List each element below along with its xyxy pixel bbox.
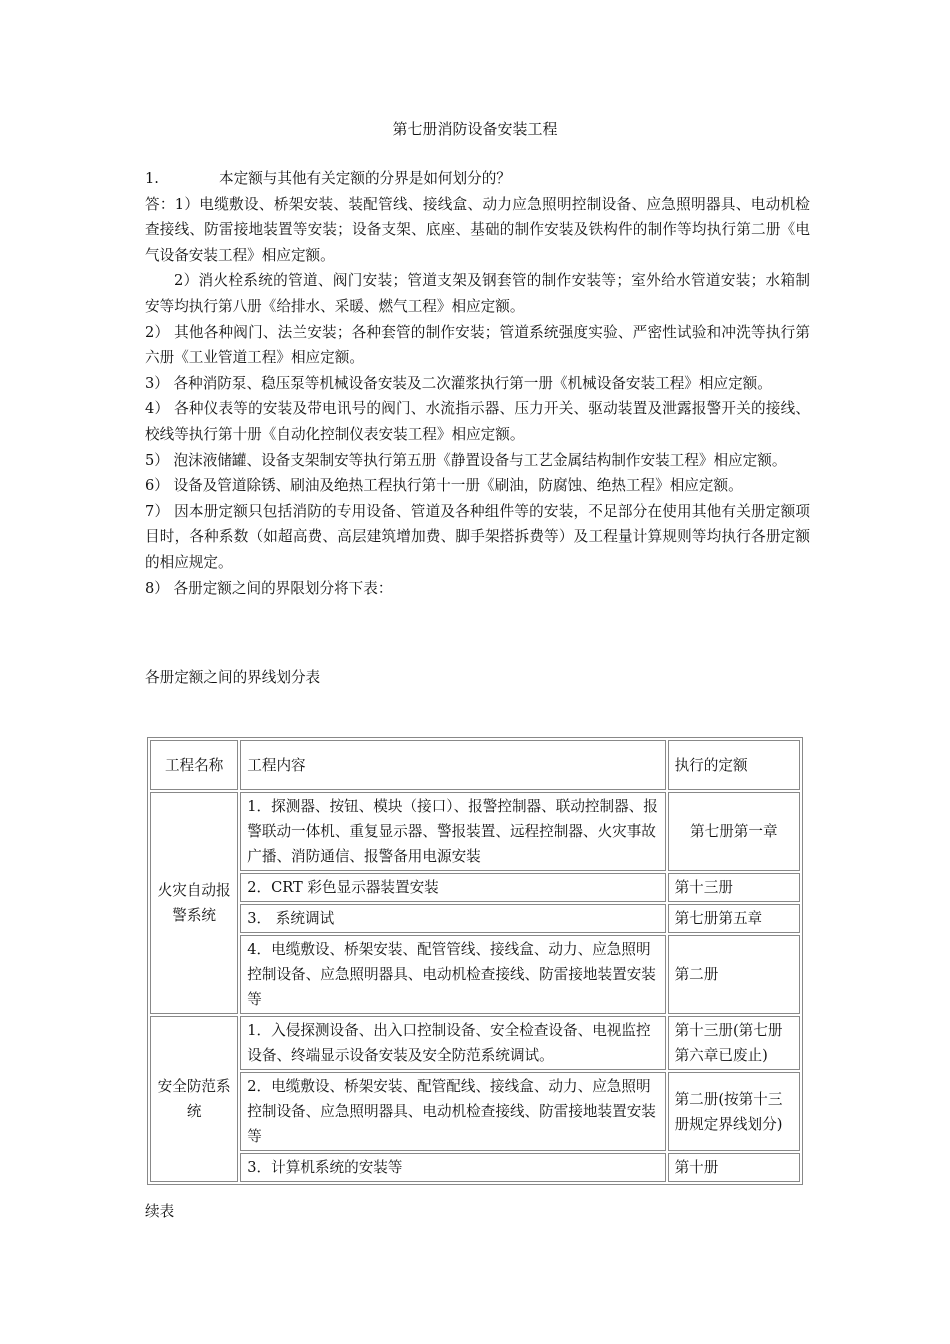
paragraph: 8） 各册定额之间的界限划分将下表： [145,579,393,597]
paragraph: 答：1）电缆敷设、桥架安装、装配管线、接线盒、动力应急照明控制设备、应急照明器具、电动机检查接线、防雷接地装置等安装；设备支架、底座、基础的制作安装及铁构件的制作等均执行第二册《电气设备安装工程》相应定额。 [145,195,810,264]
row-quota: 第二册 [668,935,800,1014]
group-name: 火灾自动报警系统 [150,792,238,1014]
paragraph: 6） 设备及管道除锈、刷油及绝热工程执行第十一册《刷油，防腐蚀、绝热工程》相应定额。 [145,477,743,495]
row-quota: 第十三册(第七册第六章已废止) [668,1016,800,1070]
row-quota: 第七册第一章 [668,792,800,871]
header-content: 工程内容 [240,740,665,790]
paragraph: 3） 各种消防泵、稳压泵等机械设备安装及二次灌浆执行第一册《机械设备安装工程》相应定额。 [145,374,772,392]
group-name: 安全防范系统 [150,1016,238,1182]
question-line [145,166,810,192]
page-title: 第七册消防设备安装工程 [392,120,558,138]
body-text [145,166,810,601]
row-content: 1．入侵探测设备、出入口控制设备、安全检查设备、电视监控设备、终端显示设备安装及安全防范系统调试。 [240,1016,665,1070]
row-content: 3． 系统调试 [240,904,665,933]
row-quota: 第二册(按第十三册规定界线划分) [668,1072,800,1151]
table-row [150,1072,800,1151]
paragraph: 7） 因本册定额只包括消防的专用设备、管道及各种组件等的安装，不足部分在使用其他有关册定额项目时，各种系数（如超高费、高层建筑增加费、脚手架搭拆费等）及工程量计算规则等均执行各册定额的相应规定。 [145,502,810,571]
table-row [150,792,800,871]
table-caption: 各册定额之间的界线划分表 [145,669,321,686]
table-row [150,904,800,933]
paragraph: 5） 泡沫液储罐、设备支架制安等执行第五册《静置设备与工艺金属结构制作安装工程》相应定额。 [145,451,787,469]
row-quota: 第十册 [668,1153,800,1182]
table-row [150,873,800,902]
table-row [150,935,800,1014]
continued-label: 续表 [145,1203,175,1220]
paragraph: 4） 各种仪表等的安装及带电讯号的阀门、水流指示器、压力开关、驱动装置及泄露报警开关的接线、校线等执行第十册《自动化控制仪表安装工程》相应定额。 [145,400,810,443]
row-content: 2．电缆敷设、桥架安装、配管配线、接线盒、动力、应急照明控制设备、应急照明器具、电动机检查接线、防雷接地装置安装等 [240,1072,665,1151]
header-quota: 执行的定额 [668,740,800,790]
question-text: 本定额与其他有关定额的分界是如何划分的？ [219,170,511,187]
row-quota: 第十三册 [668,873,800,902]
paragraph: 2）消火栓系统的管道、阀门安装；管道支架及钢套管的制作安装等；室外给水管道安装；水箱制安等均执行第八册《给排水、采暖、燃气工程》相应定额。 [145,272,810,315]
row-quota: 第七册第五章 [668,904,800,933]
header-project-name: 工程名称 [150,740,238,790]
table-header-row [150,740,800,790]
table-row [150,1153,800,1182]
row-content: 3．计算机系统的安装等 [240,1153,665,1182]
division-table [147,737,803,1185]
question-number: 1. [145,170,159,187]
row-content: 2．CRT 彩色显示器装置安装 [240,873,665,902]
row-content: 4．电缆敷设、桥架安装、配管管线、接线盒、动力、应急照明控制设备、应急照明器具、电动机检查接线、防雷接地装置安装等 [240,935,665,1014]
table-row [150,1016,800,1070]
paragraph: 2） 其他各种阀门、法兰安装；各种套管的制作安装；管道系统强度实验、严密性试验和冲洗等执行第六册《工业管道工程》相应定额。 [145,323,810,367]
row-content: 1．探测器、按钮、模块（接口）、报警控制器、联动控制器、报警联动一体机、重复显示器、警报装置、远程控制器、火灾事故广播、消防通信、报警备用电源安装 [240,792,665,871]
